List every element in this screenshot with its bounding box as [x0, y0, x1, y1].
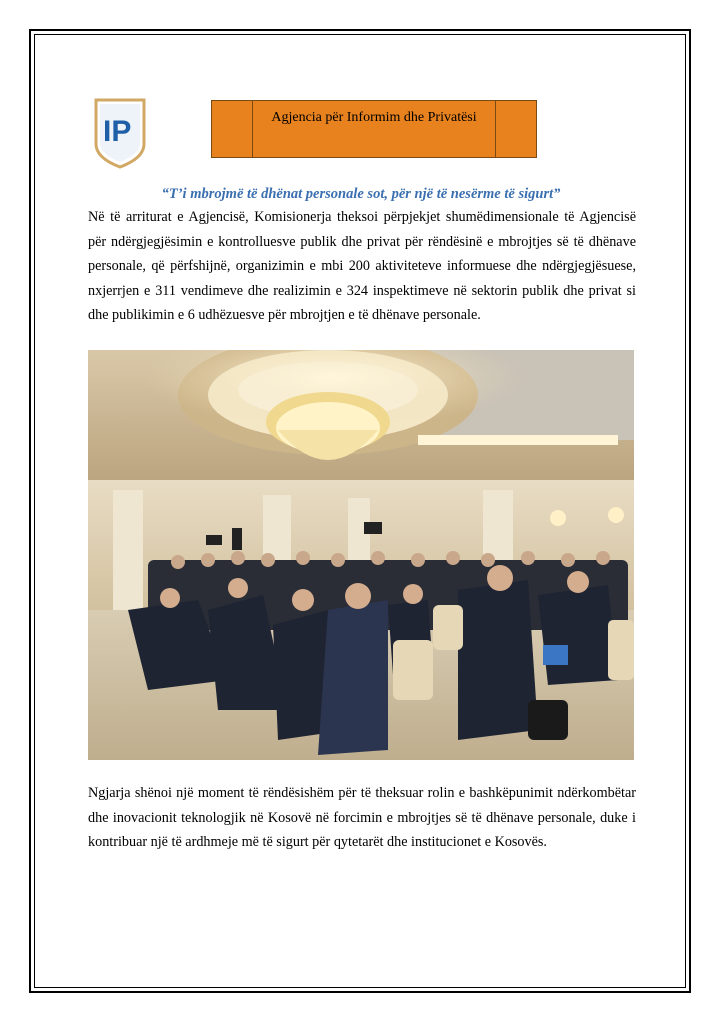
paragraph-2: Ngjarja shënoi një moment të rëndësishëm për të theksuar rolin e bashkëpunimit ndërkombëtar dhe inovacionit teknologjik në Kosovë në forcimin e mbrojtjes së të dhënave personale, duke i kontribuar një të ardhmeje më të sigurt për qytetarët dhe institucionet e Kosovës. [88, 785, 636, 850]
agency-logo [90, 96, 148, 170]
header-title: Agjencia për Informim dhe Privatësi [271, 110, 477, 125]
logo-text: IP [103, 115, 132, 148]
conference-photo [88, 350, 634, 760]
quote-heading: “T’i mbrojmë të dhënat personale sot, për një të nesërme të sigurt” [161, 186, 561, 202]
header-box [211, 100, 537, 158]
paragraph-1: Në të arriturat e Agjencisë, Komisionerja theksoi përpjekjet shumëdimensionale të Agjencisë për ndërgjegjësimin e kontrolluesve publik dhe privat për rëndësinë e mbrojtjes së të dhënave personale, që përfshijnë, organizimin e mbi 200 aktiviteteve informuese dhe ndërgjegjësuese, nxjerrjen e 311 vendimeve dhe realizimin e 324 inspektimeve në sektorin publik dhe privat si dhe publikimin e 6 udhëzuesve për mbrojtjen e të dhënave personale. [88, 209, 636, 323]
